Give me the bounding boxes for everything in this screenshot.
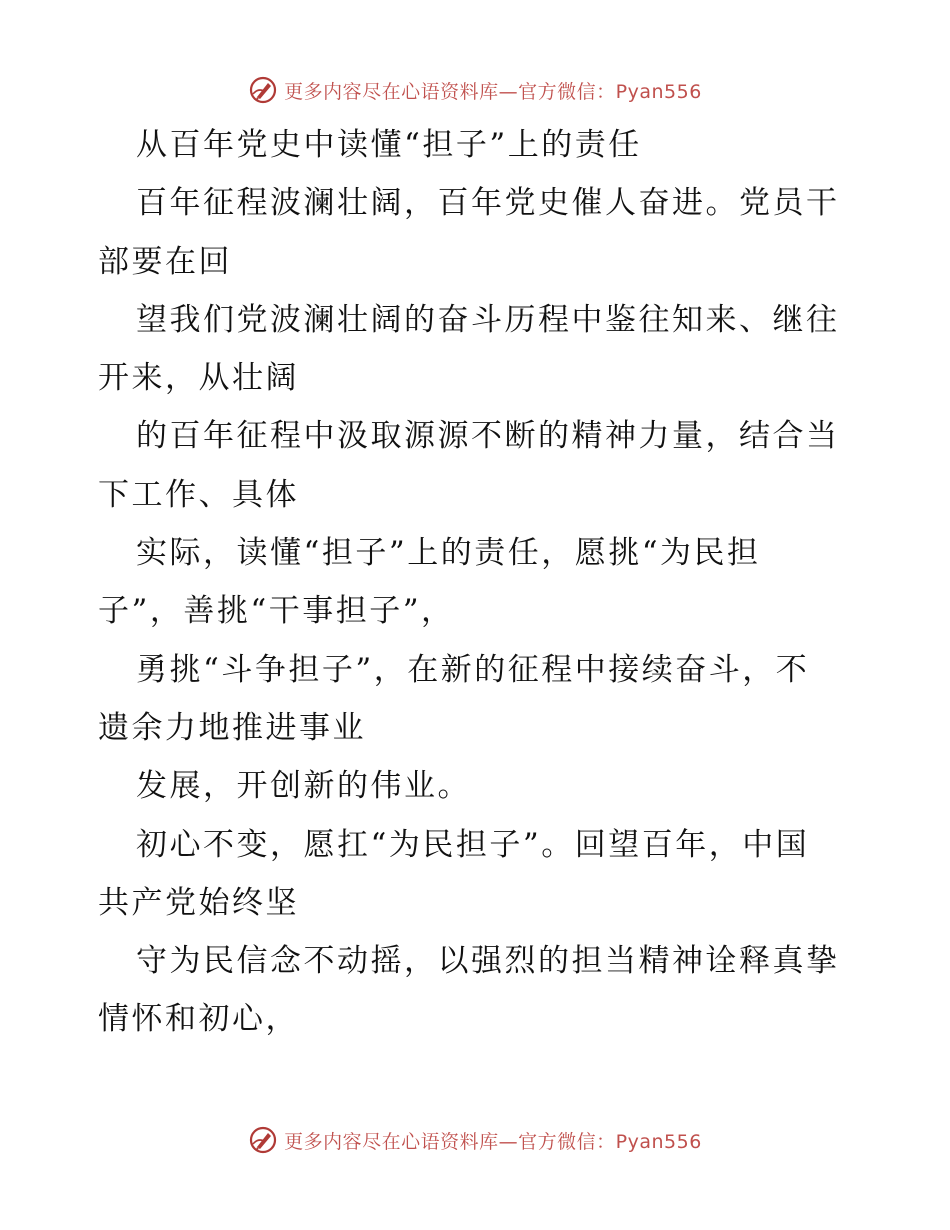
- doc-title: 从百年党史中读懂“担子”上的责任: [136, 127, 642, 163]
- footer-watermark: [0, 1120, 950, 1160]
- paragraph-line: 部要在回: [98, 243, 232, 280]
- watermark-text: 更多内容尽在心语资料库—官方微信：Pyan556: [284, 80, 702, 103]
- paragraph-line: 情怀和初心，: [98, 1001, 299, 1038]
- document-body: [98, 116, 858, 1049]
- paragraph-line: 望我们党波澜壮阔的奋斗历程中鉴往知来、继往: [136, 301, 840, 338]
- paragraph-line: 遗余力地推进事业: [98, 709, 366, 746]
- watermark-text: 更多内容尽在心语资料库—官方微信：Pyan556: [284, 1130, 702, 1153]
- header-watermark: [0, 70, 950, 110]
- paragraph-line: 守为民信念不动摇，以强烈的担当精神诠释真挚: [136, 943, 840, 980]
- pen-logo-icon: [248, 1125, 278, 1155]
- paragraph-line: 百年征程波澜壮阔，百年党史催人奋进。党员干: [136, 185, 840, 222]
- paragraph-line: 子”，善挑“干事担子”，: [98, 593, 455, 630]
- paragraph-line: 的百年征程中汲取源源不断的精神力量，结合当: [136, 418, 840, 455]
- paragraph-line: 初心不变，愿扛“为民担子”。回望百年，中国: [136, 826, 810, 863]
- paragraph-line: 勇挑“斗争担子”，在新的征程中接续奋斗，不: [136, 651, 810, 688]
- paragraph-line: 下工作、具体: [98, 476, 299, 513]
- paragraph-line: 实际，读懂“担子”上的责任，愿挑“为民担: [136, 535, 761, 572]
- paragraph-line: 开来，从壮阔: [98, 360, 299, 397]
- pen-logo-icon: [248, 75, 278, 105]
- paragraph-line: 发展，开创新的伟业。: [136, 768, 471, 805]
- paragraph-line: 共产党始终坚: [98, 884, 299, 921]
